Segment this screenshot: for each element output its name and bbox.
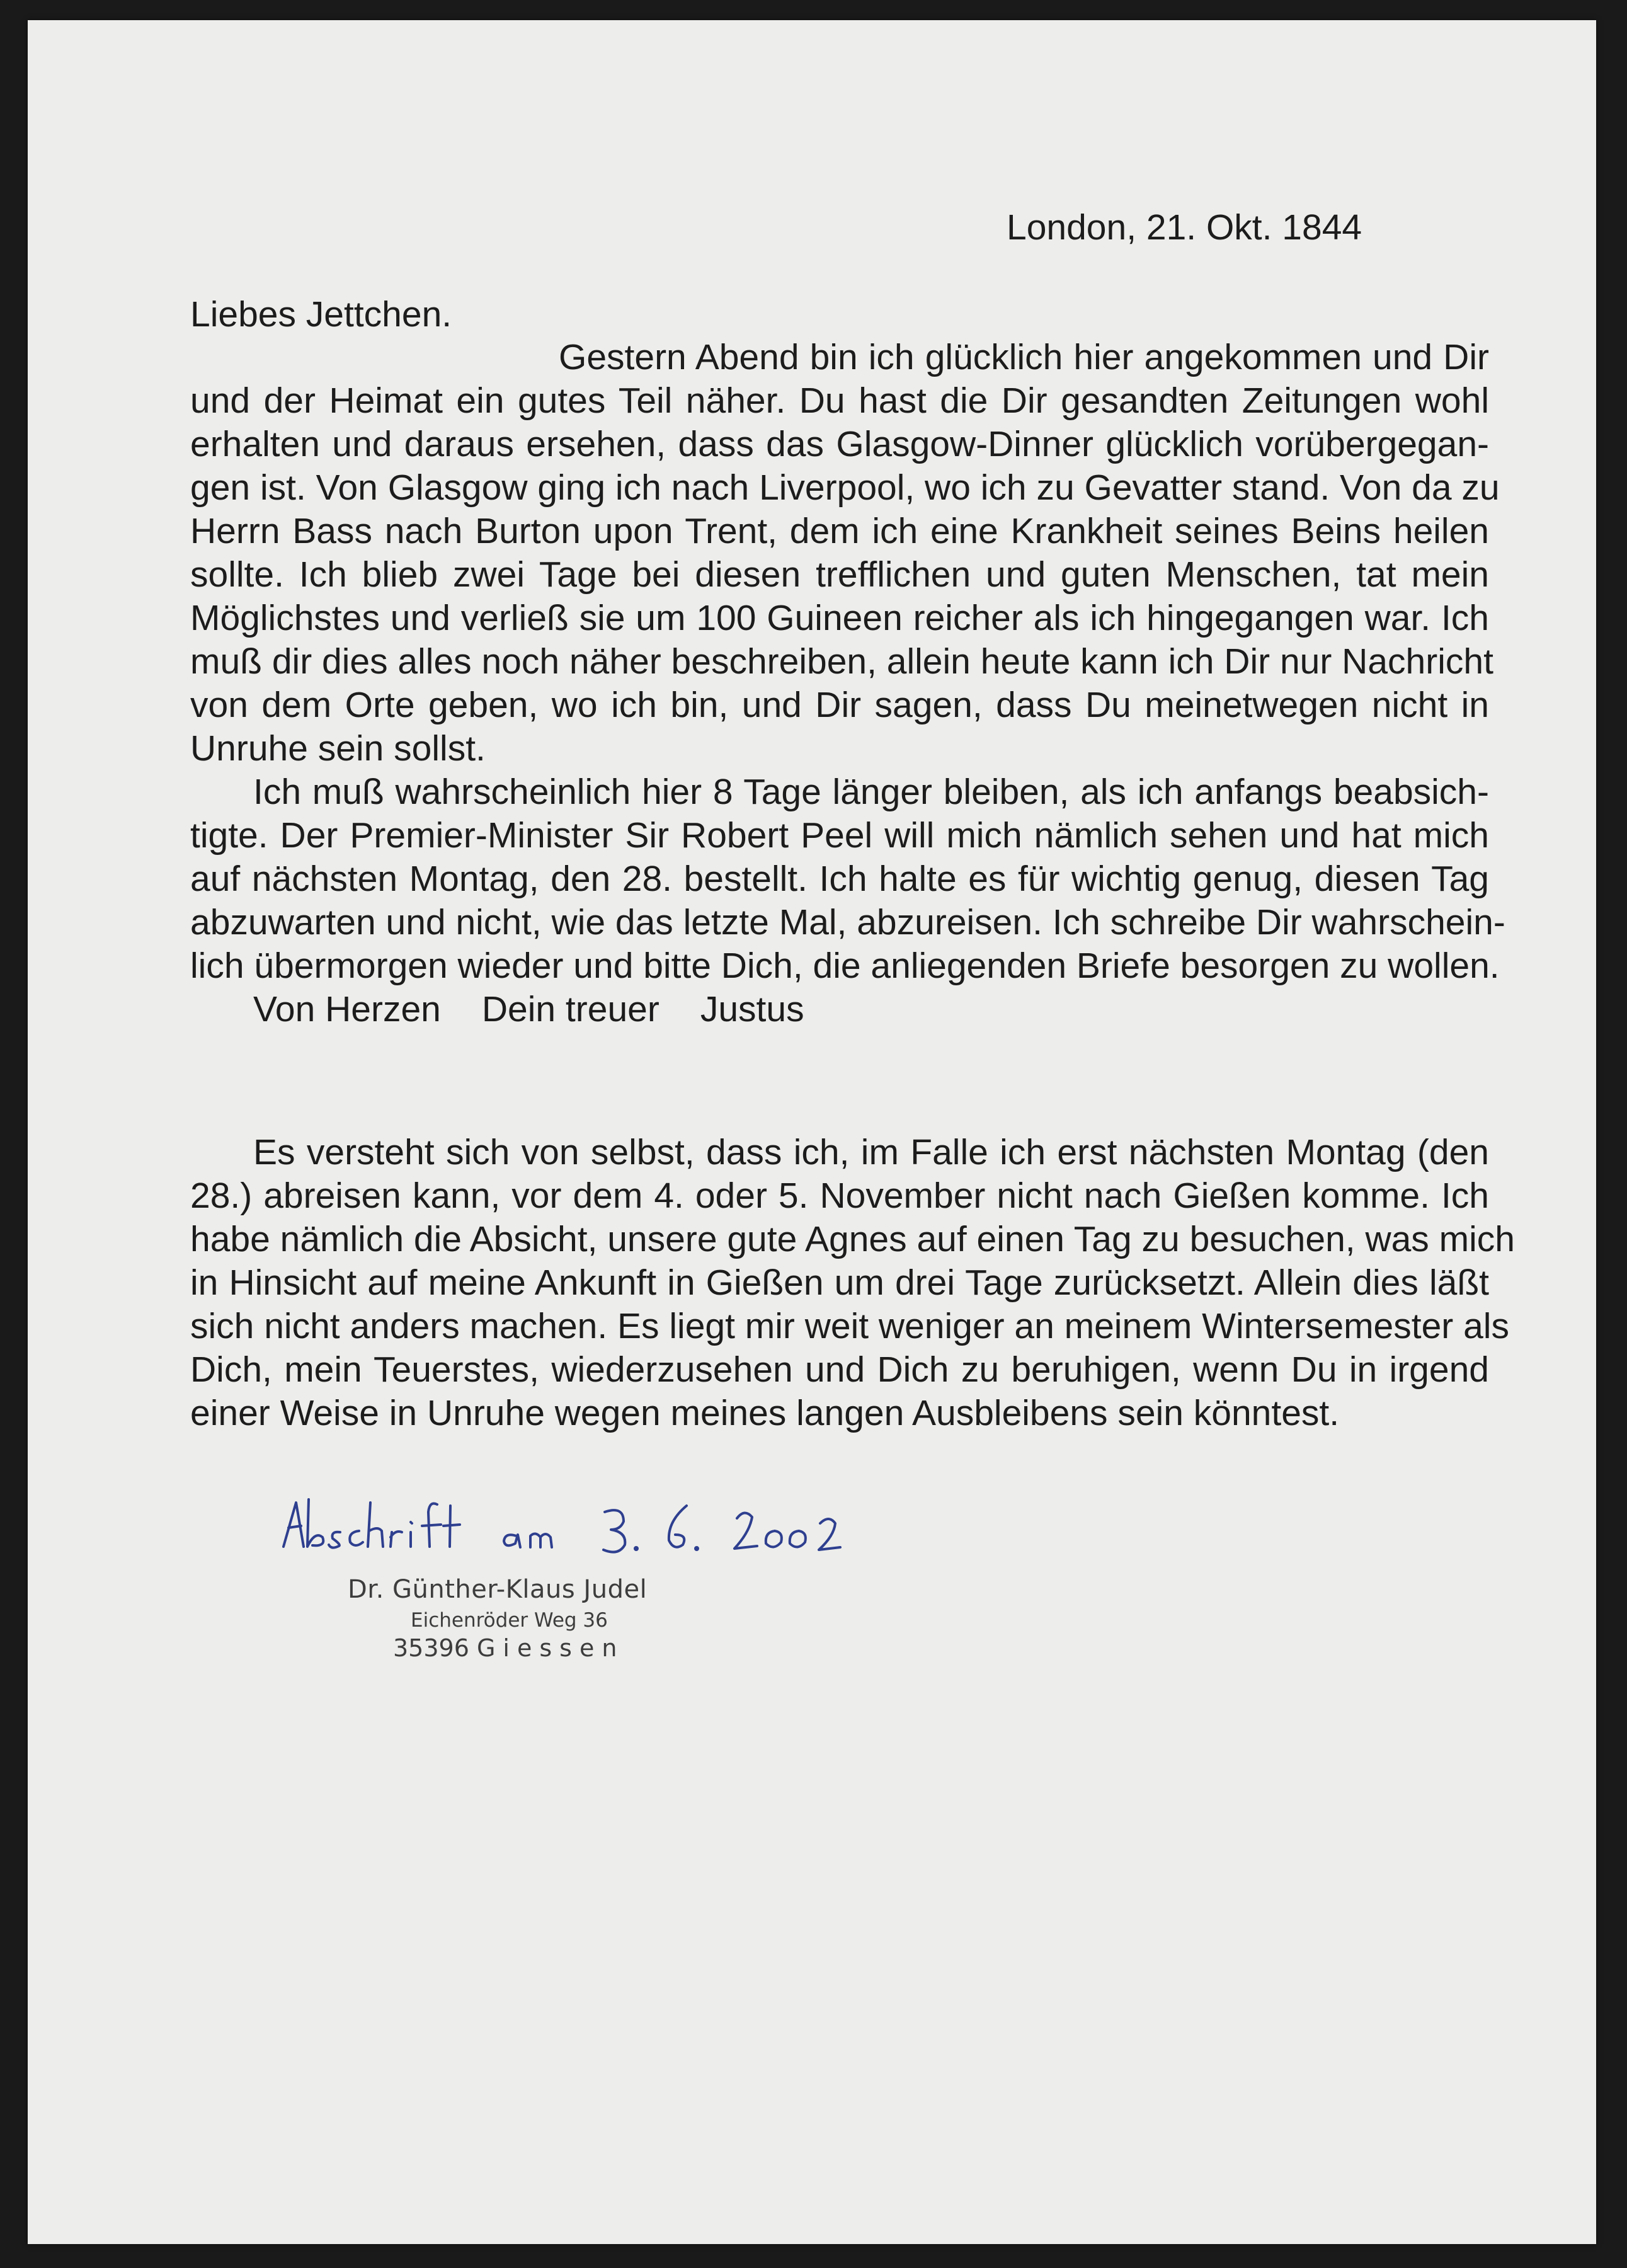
paragraph-line: gen ist. Von Glasgow ging ich nach Liverpool, wo ich zu Gevatter stand. Von da zu — [190, 467, 1500, 508]
paragraph-line: Möglichstes und verließ sie um 100 Guineen reicher als ich hingegangen war. Ich — [190, 598, 1489, 638]
address-stamp — [348, 1575, 647, 1662]
signoff — [190, 988, 1489, 1031]
stamp-street: Eichenröder Weg 36 — [411, 1609, 608, 1632]
paragraph-line: Gestern Abend bin ich glücklich hier angekommen und Dir — [559, 337, 1489, 377]
paragraph-line: auf nächsten Montag, den 28. bestellt. Ich halte es für wichtig genug, diesen Tag — [190, 859, 1489, 899]
postscript-line: sich nicht anders machen. Es liegt mir weit weniger an meinem Wintersemester als — [190, 1306, 1509, 1346]
salutation: Liebes Jettchen. — [190, 294, 452, 335]
postscript-line: habe nämlich die Absicht, unsere gute Agnes auf einen Tag zu besuchen, was mich — [190, 1219, 1515, 1259]
stamp-name: Dr. Günther-Klaus Judel — [348, 1575, 648, 1604]
paragraph-line: muß dir dies alles noch näher beschreiben, allein heute kann ich Dir nur Nachricht — [190, 641, 1493, 682]
paragraph-line: Ich muß wahrscheinlich hier 8 Tage länger bleiben, als ich anfangs beabsich- — [253, 772, 1489, 812]
paragraph-line: abzuwarten und nicht, wie das letzte Mal, abzureisen. Ich schreibe Dir wahrschein- — [190, 902, 1505, 942]
paragraph-line: tigte. Der Premier-Minister Sir Robert Peel will mich nämlich sehen und hat mich — [190, 815, 1489, 856]
paragraph-line: Herrn Bass nach Burton upon Trent, dem ich eine Krankheit seines Beins heilen — [190, 511, 1489, 551]
handwritten-note — [271, 1487, 888, 1569]
stamp-city: Giessen — [476, 1634, 625, 1662]
letter-body — [190, 336, 1505, 1031]
paragraph-line: erhalten und daraus ersehen, dass das Glasgow-Dinner glücklich vorübergegan- — [190, 424, 1489, 464]
paragraph-line: lich übermorgen wieder und bitte Dich, die anliegenden Briefe besorgen zu wollen. — [190, 946, 1500, 986]
postscript-line: Es versteht sich von selbst, dass ich, im Falle ich erst nächsten Montag (den — [253, 1132, 1489, 1172]
paragraph-line: von dem Orte geben, wo ich bin, und Dir sagen, dass Du meinetwegen nicht in — [190, 685, 1489, 725]
postscript — [190, 1131, 1515, 1435]
paragraph-line: sollte. Ich blieb zwei Tage bei diesen trefflichen und guten Menschen, tat mein — [190, 554, 1489, 595]
paragraph-line: und der Heimat ein gutes Teil näher. Du hast die Dir gesandten Zeitungen wohl — [190, 381, 1489, 421]
stamp-postcode: 35396 — [393, 1634, 469, 1662]
signature: Justus — [700, 989, 804, 1029]
postscript-line: einer Weise in Unruhe wegen meines langen Ausbleibens sein könntest. — [190, 1393, 1340, 1433]
dateline: London, 21. Okt. 1844 — [1007, 207, 1362, 248]
paragraph-line: Unruhe sein sollst. — [190, 728, 486, 769]
postscript-line: Dich, mein Teuerstes, wiederzusehen und Dich zu beruhigen, wenn Du in irgend — [190, 1349, 1489, 1390]
stamp-city-line — [348, 1634, 647, 1662]
postscript-line: in Hinsicht auf meine Ankunft in Gießen um drei Tage zurücksetzt. Allein dies läßt — [190, 1263, 1489, 1303]
closing-phrase: Dein treuer — [481, 989, 659, 1029]
postscript-line: 28.) abreisen kann, vor dem 4. oder 5. November nicht nach Gießen komme. Ich — [190, 1176, 1489, 1216]
closing: Von Herzen — [253, 989, 441, 1029]
